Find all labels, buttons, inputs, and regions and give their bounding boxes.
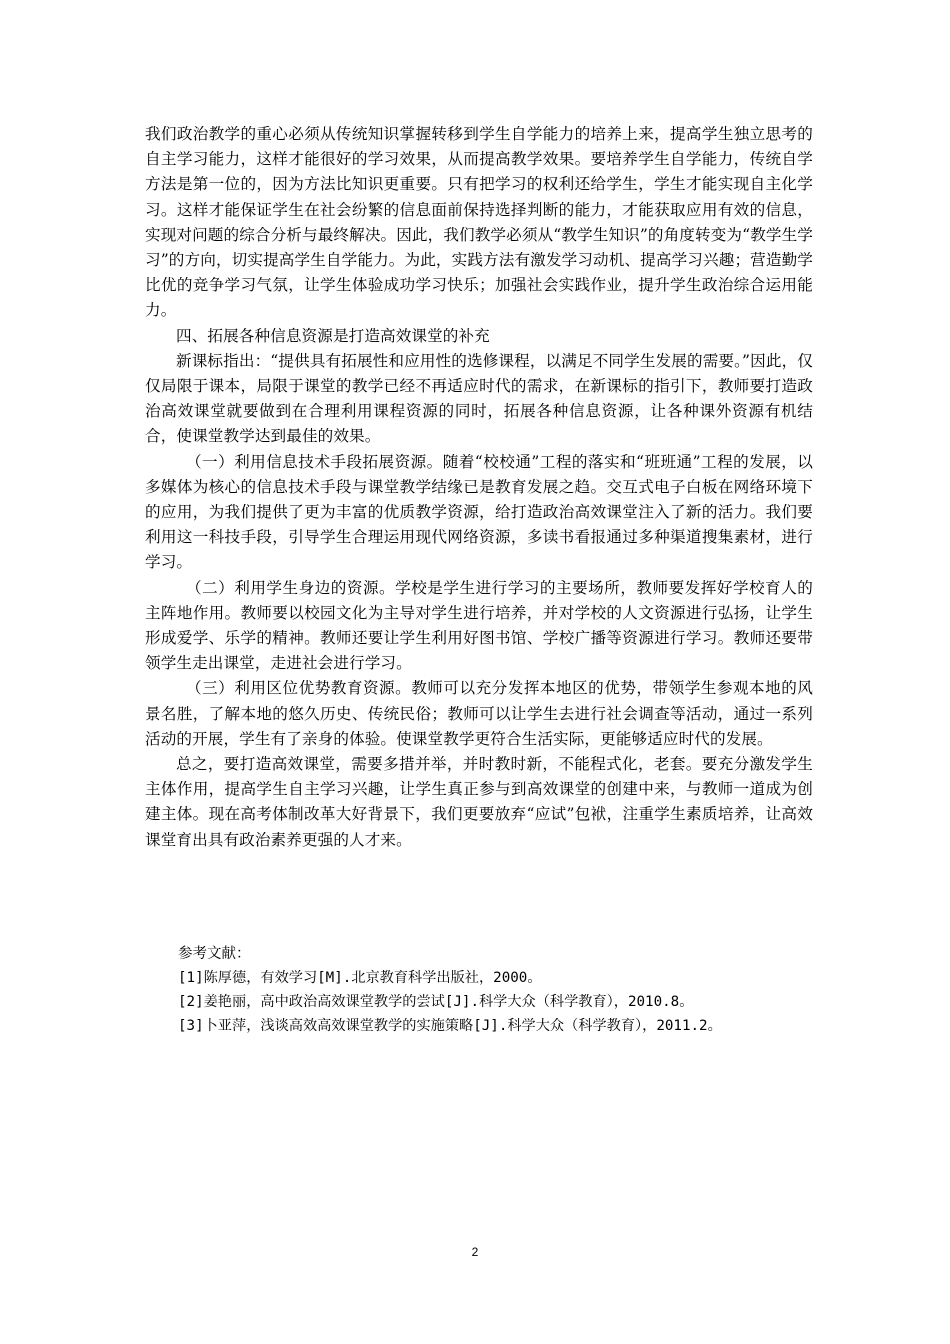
references-heading: 参考文献： <box>178 946 251 962</box>
page-number: 2 <box>471 1245 479 1259</box>
section-heading-four: 四、拓展各种信息资源是打造高效课堂的补充 <box>176 326 490 345</box>
references-section <box>145 942 813 1038</box>
paragraph-conclusion: 总之，要打造高效课堂，需要多措并举，并时教时新，不能程式化，老套。要充分激发学生主体作用，提高学生自主学习兴趣，让学生真正参与到高效课堂的创建中来，与教师一道成为创建主体。现在高考体制改革大好背景下，我们更要放弃“应试”包袱，注重学生素质培养，让高效课堂育出具有政治素养更强的人才来。 <box>145 755 813 849</box>
body-text <box>145 122 813 853</box>
reference-item: [2]姜艳丽，高中政治高效课堂教学的尝试[J].科学大众（科学教育），2010.8。 <box>178 994 694 1010</box>
reference-item: [3]卜亚萍，浅谈高效高效课堂教学的实施策略[J].科学大众（科学教育），2011.2。 <box>178 1018 722 1034</box>
paragraph-item-three: （三）利用区位优势教育资源。教师可以充分发挥本地区的优势，带领学生参观本地的风景名胜，了解本地的悠久历史、传统民俗；教师可以让学生去进行社会调查等活动，通过一系列活动的开展，学生有了亲身的体验。使课堂教学更符合生活实际，更能够适应时代的发展。 <box>145 679 813 748</box>
paragraph-item-two: （二）利用学生身边的资源。学校是学生进行学习的主要场所，教师要发挥好学校育人的主阵地作用。教师要以校园文化为主导对学生进行培养，并对学校的人文资源进行弘扬，让学生形成爱学、乐学的精神。教师还要让学生利用好图书馆、学校广播等资源进行学习。教师还要带领学生走出课堂，走进社会进行学习。 <box>145 578 813 673</box>
paragraph-self-study: 我们政治教学的重心必须从传统知识掌握转移到学生自学能力的培养上来，提高学生独立思考的自主学习能力，这样才能很好的学习效果，从而提高教学效果。要培养学生自学能力，传统自学方法是第一位的，因为方法比知识更重要。只有把学习的权利还给学生，学生才能实现自主化学习。这样才能保证学生在社会纷繁的信息面前保持选择判断的能力，才能获取应用有效的信息，实现对问题的综合分析与最终解决。因此，我们教学必须从“教学生知识”的角度转变为“教学生学习”的方向，切实提高学生自学能力。为此，实践方法有激发学习动机、提高学习兴趣；营造勤学比优的竞争学习气氛，让学生体验成功学习快乐；加强社会实践作业，提升学生政治综合运用能力。 <box>145 125 813 320</box>
paragraph-item-one: （一）利用信息技术手段拓展资源。随着“校校通”工程的落实和“班班通”工程的发展，以多媒体为核心的信息技术手段与课堂教学结缘已是教育发展之趋。交互式电子白板在网络环境下的应用，为我们提供了更为丰富的优质教学资源，给打造政治高效课堂注入了新的活力。我们要利用这一科技手段，引导学生合理运用现代网络资源，多读书看报通过多种渠道搜集素材，进行学习。 <box>145 452 813 572</box>
paragraph-new-curriculum: 新课标指出：“提供具有拓展性和应用性的选修课程，以满足不同学生发展的需要。”因此，仅仅局限于课本，局限于课堂的教学已经不再适应时代的需求，在新课标的指引下，教师要打造政治高效课堂就要做到在合理利用课程资源的同时，拓展各种信息资源，让各种课外资源有机结合，使课堂教学达到最佳的效果。 <box>145 351 813 446</box>
reference-item: [1]陈厚德，有效学习[M].北京教育科学出版社，2000。 <box>178 970 542 986</box>
